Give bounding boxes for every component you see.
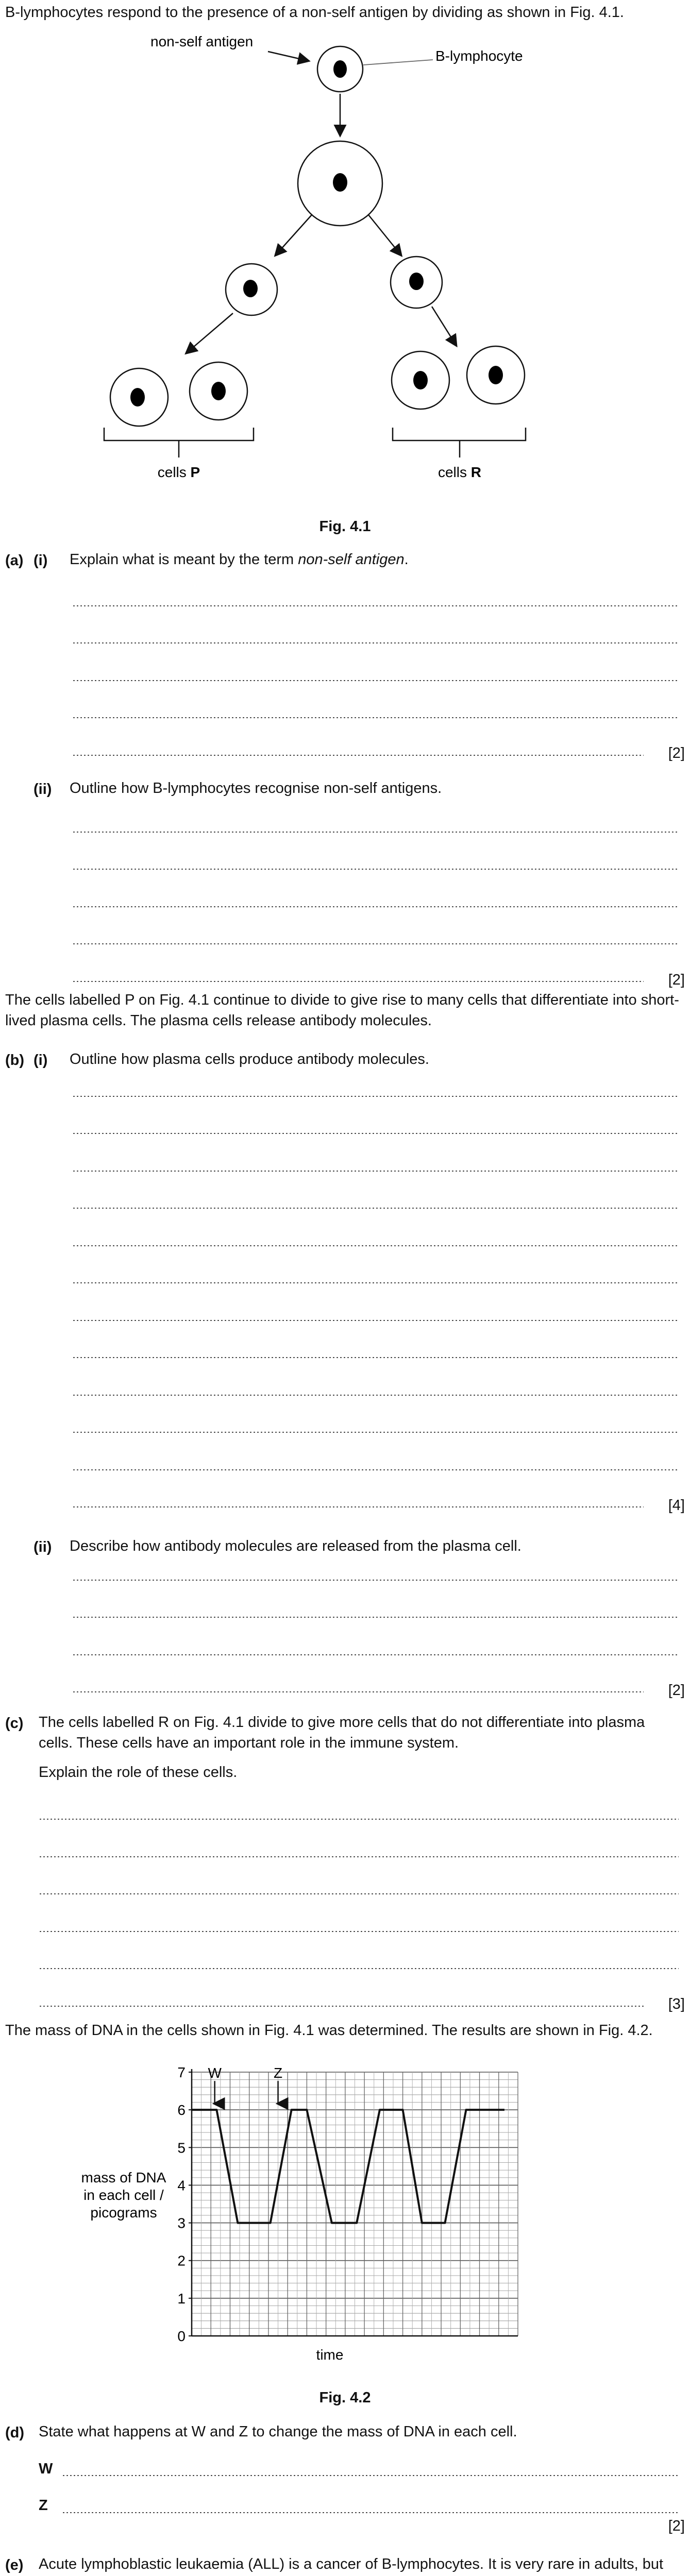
part-b-ii-label: (ii): [33, 1539, 52, 1555]
answer-line[interactable]: [39, 1819, 679, 1820]
answer-line[interactable]: [39, 1931, 679, 1932]
bracket-r: [393, 428, 526, 457]
question-e: Acute lymphoblastic leukaemia (ALL) is a cancer of B-lymphocytes. It is very rare in adults, but: [39, 2556, 664, 2572]
answer-line[interactable]: [72, 1617, 679, 1618]
arrow-r: [432, 307, 456, 345]
chart-annotations: [208, 2065, 282, 2104]
answer-line[interactable]: [39, 1968, 679, 1969]
label-b-lymphocyte: B-lymphocyte: [435, 48, 523, 64]
y-tick-label: 3: [177, 2215, 186, 2231]
paragraph-dna-mass: The mass of DNA in the cells shown in Fig. 4.1 was determined. The results are shown in Fig. 4.2.: [5, 2022, 653, 2039]
answer-line[interactable]: [72, 869, 679, 870]
answer-line-w[interactable]: [62, 2475, 679, 2476]
y-tick-label: 0: [177, 2328, 186, 2344]
w-label: W: [39, 2461, 53, 2477]
answer-line[interactable]: [72, 1432, 679, 1433]
answer-line[interactable]: [72, 832, 679, 833]
answer-line[interactable]: [72, 717, 679, 718]
marks-a-i: [2]: [668, 745, 685, 761]
annotation-label-z: Z: [274, 2065, 283, 2081]
answer-line[interactable]: [72, 1208, 679, 1209]
label-cells-p: cells P: [157, 464, 200, 480]
marks-c: [3]: [668, 1996, 685, 2012]
top-b-lymphocyte: [317, 46, 363, 92]
blymph-label-line: [363, 60, 433, 65]
answer-line[interactable]: [72, 1580, 679, 1581]
question-a-ii: Outline how B-lymphocytes recognise non-self antigens.: [70, 780, 442, 796]
annotation-label-w: W: [208, 2065, 222, 2081]
answer-line[interactable]: [72, 1096, 679, 1097]
part-a-ii-label: (ii): [33, 781, 52, 798]
y-tick-label: 4: [177, 2177, 186, 2194]
paragraph-cells-p: The cells labelled P on Fig. 4.1 continue to divide to give rise to many cells that differentiate into short-lived plasma cells. The plasma cells release antibody molecules.: [5, 992, 679, 1029]
answer-line[interactable]: [72, 1395, 679, 1396]
intro-text: B-lymphocytes respond to the presence of a non-self antigen by dividing as shown in Fig. 4.1.: [5, 4, 624, 21]
z-label: Z: [39, 2497, 48, 2514]
part-a-label: (a): [5, 552, 24, 569]
question-b-i: Outline how plasma cells produce antibody molecules.: [70, 1051, 429, 1067]
fig-4-1-diagram: [0, 21, 690, 484]
answer-line[interactable]: [72, 1357, 679, 1358]
y-label-line: mass of DNA: [81, 2170, 166, 2185]
answer-line[interactable]: [72, 1245, 679, 1246]
answer-line[interactable]: [39, 2006, 644, 2007]
y-tick-label: 6: [177, 2102, 186, 2119]
antigen-arrow: [268, 52, 308, 61]
cell-right: [391, 257, 442, 308]
question-a-i: Explain what is meant by the term non-self antigen.: [70, 551, 409, 568]
fig-4-2-chart: [0, 2056, 690, 2375]
answer-line[interactable]: [72, 1691, 644, 1692]
question-b-ii: Describe how antibody molecules are released from the plasma cell.: [70, 1538, 521, 1554]
label-cells-r: cells R: [437, 464, 482, 480]
part-b-label: (b): [5, 1052, 25, 1069]
arrow-p: [187, 313, 233, 353]
part-e-label: (e): [5, 2557, 24, 2573]
y-tick-label: 1: [177, 2290, 186, 2307]
cell-p1: [110, 368, 168, 426]
question-d: State what happens at W and Z to change the mass of DNA in each cell.: [39, 2424, 517, 2440]
marks-b-ii: [2]: [668, 1682, 685, 1699]
cell-r1: [392, 351, 449, 409]
answer-line[interactable]: [39, 1856, 679, 1857]
y-tick-label: 7: [177, 2064, 186, 2080]
answer-line[interactable]: [72, 605, 679, 606]
chart-y-label: [81, 2170, 166, 2221]
chart-series-line: [192, 2110, 504, 2223]
y-tick-label: 5: [177, 2140, 186, 2156]
marks-b-i: [4]: [668, 1497, 685, 1514]
chart-y-ticks: [177, 2064, 192, 2344]
marks-a-ii: [2]: [668, 972, 685, 988]
answer-line[interactable]: [72, 642, 679, 643]
answer-line[interactable]: [72, 1282, 679, 1283]
answer-line[interactable]: [72, 755, 644, 756]
y-tick-label: 2: [177, 2252, 186, 2269]
answer-line[interactable]: [72, 1469, 679, 1470]
part-c-label: (c): [5, 1715, 24, 1732]
answer-line[interactable]: [72, 906, 679, 907]
question-c: The cells labelled R on Fig. 4.1 divide to give more cells that do not differentiate into plasma cells. These cells have an important role in the immune system.: [39, 1714, 645, 1751]
arrow-left: [276, 215, 312, 255]
answer-line[interactable]: [39, 1893, 679, 1894]
answer-line[interactable]: [72, 981, 644, 982]
part-b-i-label: (i): [33, 1052, 48, 1069]
answer-line[interactable]: [72, 1320, 679, 1321]
bracket-p: [104, 428, 254, 457]
cell-left: [226, 264, 277, 315]
y-label-line: in each cell /: [83, 2187, 164, 2203]
answer-line[interactable]: [72, 1506, 644, 1507]
label-non-self-antigen: non-self antigen: [150, 33, 254, 49]
question-c-instruction: Explain the role of these cells.: [39, 1764, 238, 1781]
cell-p2: [190, 362, 247, 420]
marks-d: [2]: [668, 2518, 685, 2534]
answer-line[interactable]: [72, 680, 679, 681]
answer-line[interactable]: [72, 943, 679, 944]
chart-x-label: time: [316, 2347, 344, 2363]
fig-4-1-caption: Fig. 4.1: [319, 518, 371, 535]
answer-line-z[interactable]: [62, 2512, 679, 2513]
middle-cell: [298, 141, 382, 226]
part-a-i-label: (i): [33, 552, 48, 569]
answer-line[interactable]: [72, 1171, 679, 1172]
arrow-right: [368, 215, 401, 255]
answer-line[interactable]: [72, 1654, 679, 1655]
answer-line[interactable]: [72, 1133, 679, 1134]
part-d-label: (d): [5, 2425, 25, 2441]
fig-4-2-caption: Fig. 4.2: [319, 2389, 371, 2406]
cell-r2: [467, 346, 525, 404]
y-label-line: picograms: [90, 2205, 157, 2221]
